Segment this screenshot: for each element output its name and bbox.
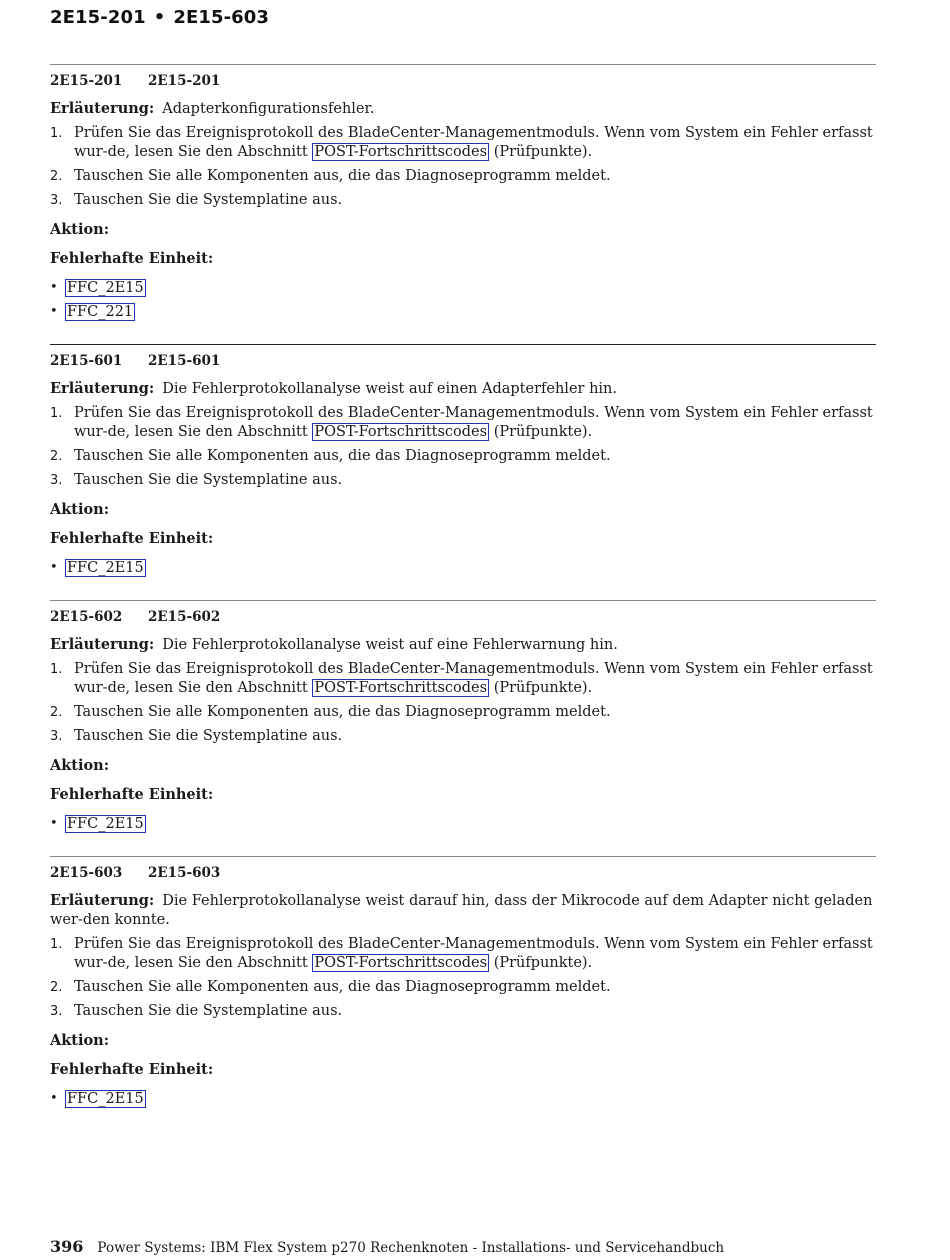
section-spacer bbox=[50, 838, 876, 856]
step-item bbox=[50, 191, 876, 210]
faulty-unit-item bbox=[50, 278, 876, 298]
explanation-label: Erläuterung: bbox=[50, 892, 155, 909]
faulty-unit-label: Fehlerhafte Einheit: bbox=[50, 786, 214, 803]
step-text-suffix: (Prüfpunkte). bbox=[489, 144, 593, 160]
faulty-unit-list bbox=[50, 278, 876, 322]
faulty-unit-label: Fehlerhafte Einheit: bbox=[50, 530, 214, 547]
step-item bbox=[50, 978, 876, 997]
step-text: Prüfen Sie das Ereignisprotokoll des BladeCenter-Managementmoduls. Wenn vom System ein Fehler erfasst wur-de, lesen Sie den Abschnitt bbox=[74, 936, 873, 971]
step-text: Tauschen Sie alle Komponenten aus, die das Diagnoseprogramm meldet. bbox=[74, 448, 611, 464]
step-item bbox=[50, 404, 876, 442]
header-bullet: • bbox=[153, 7, 166, 28]
page-footer bbox=[50, 1237, 724, 1256]
step-text: Tauschen Sie die Systemplatine aus. bbox=[74, 728, 343, 744]
error-code: 2E15-603 bbox=[50, 865, 123, 881]
step-text-suffix: (Prüfpunkte). bbox=[489, 680, 593, 696]
step-number: 1. bbox=[50, 662, 63, 677]
step-number: 2. bbox=[50, 449, 63, 464]
step-item bbox=[50, 660, 876, 698]
explanation-paragraph bbox=[50, 635, 876, 655]
step-text: Prüfen Sie das Ereignisprotokoll des BladeCenter-Managementmoduls. Wenn vom System ein Fehler erfasst wur-de, lesen Sie den Abschnitt bbox=[74, 661, 873, 696]
explanation-label: Erläuterung: bbox=[50, 636, 155, 653]
error-code-repeat: 2E15-602 bbox=[148, 609, 221, 625]
error-code-section bbox=[50, 856, 876, 1131]
action-label: Aktion: bbox=[50, 221, 110, 238]
bullet-icon: • bbox=[50, 560, 58, 575]
bullet-icon: • bbox=[50, 816, 58, 831]
explanation-paragraph bbox=[50, 379, 876, 399]
explanation-text: Die Fehlerprotokollanalyse weist auf eine Fehlerwarnung hin. bbox=[162, 637, 618, 653]
error-code-heading bbox=[50, 352, 876, 370]
action-label: Aktion: bbox=[50, 757, 110, 774]
action-label: Aktion: bbox=[50, 1032, 110, 1049]
step-text: Tauschen Sie alle Komponenten aus, die das Diagnoseprogramm meldet. bbox=[74, 979, 611, 995]
error-code-repeat: 2E15-201 bbox=[148, 73, 221, 89]
step-list bbox=[50, 660, 876, 746]
post-progress-codes-link[interactable]: POST-Fortschrittscodes bbox=[314, 680, 488, 696]
error-code-section bbox=[50, 600, 876, 856]
step-text: Prüfen Sie das Ereignisprotokoll des BladeCenter-Managementmoduls. Wenn vom System ein Fehler erfasst wur-de, lesen Sie den Abschnitt bbox=[74, 405, 873, 440]
step-item bbox=[50, 935, 876, 973]
header-right-code: 2E15-603 bbox=[173, 7, 270, 28]
explanation-text: Die Fehlerprotokollanalyse weist darauf hin, dass der Mikrocode auf dem Adapter nicht geladen wer-den konnte. bbox=[50, 893, 873, 928]
bullet-icon: • bbox=[50, 280, 58, 295]
error-code-section bbox=[50, 64, 876, 344]
post-progress-codes-link[interactable]: POST-Fortschrittscodes bbox=[314, 144, 488, 160]
step-text: Tauschen Sie alle Komponenten aus, die das Diagnoseprogramm meldet. bbox=[74, 168, 611, 184]
error-code-repeat: 2E15-603 bbox=[148, 865, 221, 881]
explanation-text: Die Fehlerprotokollanalyse weist auf einen Adapterfehler hin. bbox=[162, 381, 617, 397]
step-item bbox=[50, 727, 876, 746]
step-number: 1. bbox=[50, 937, 63, 952]
ffc-link[interactable]: FFC_2E15 bbox=[67, 280, 144, 296]
step-text-suffix: (Prüfpunkte). bbox=[489, 955, 593, 971]
header-left-code: 2E15-201 bbox=[50, 7, 146, 28]
section-spacer bbox=[50, 1113, 876, 1131]
step-number: 1. bbox=[50, 126, 63, 141]
footer-title: Power Systems: IBM Flex System p270 Rechenknoten - Installations- und Servicehandbuch bbox=[97, 1240, 725, 1256]
post-progress-codes-link[interactable]: POST-Fortschrittscodes bbox=[314, 955, 488, 971]
faulty-unit-item bbox=[50, 302, 876, 322]
error-code-repeat: 2E15-601 bbox=[148, 353, 221, 369]
post-progress-codes-link[interactable]: POST-Fortschrittscodes bbox=[314, 424, 488, 440]
step-list bbox=[50, 404, 876, 490]
faulty-unit-list bbox=[50, 558, 876, 578]
step-item bbox=[50, 703, 876, 722]
step-item bbox=[50, 447, 876, 466]
page-number: 396 bbox=[50, 1237, 84, 1256]
error-code-heading bbox=[50, 864, 876, 882]
step-item bbox=[50, 471, 876, 490]
step-number: 1. bbox=[50, 406, 63, 421]
step-text: Tauschen Sie die Systemplatine aus. bbox=[74, 192, 343, 208]
ffc-link[interactable]: FFC_221 bbox=[67, 304, 134, 320]
bullet-icon: • bbox=[50, 1091, 58, 1106]
error-code: 2E15-201 bbox=[50, 73, 123, 89]
explanation-label: Erläuterung: bbox=[50, 100, 155, 117]
step-list bbox=[50, 124, 876, 210]
faulty-unit-item bbox=[50, 814, 876, 834]
explanation-text: Adapterkonfigurationsfehler. bbox=[162, 101, 375, 117]
explanation-label: Erläuterung: bbox=[50, 380, 155, 397]
step-text: Tauschen Sie die Systemplatine aus. bbox=[74, 472, 343, 488]
step-number: 3. bbox=[50, 473, 63, 488]
document-body bbox=[50, 64, 876, 1131]
error-code-heading bbox=[50, 608, 876, 626]
faulty-unit-list bbox=[50, 814, 876, 834]
ffc-link[interactable]: FFC_2E15 bbox=[67, 560, 144, 576]
error-code: 2E15-601 bbox=[50, 353, 123, 369]
faulty-unit-label: Fehlerhafte Einheit: bbox=[50, 250, 214, 267]
explanation-paragraph bbox=[50, 891, 876, 930]
step-item bbox=[50, 167, 876, 186]
step-number: 2. bbox=[50, 169, 63, 184]
ffc-link[interactable]: FFC_2E15 bbox=[67, 1091, 144, 1107]
error-code-section bbox=[50, 344, 876, 600]
page-header bbox=[50, 7, 269, 28]
faulty-unit-list bbox=[50, 1089, 876, 1109]
step-text: Prüfen Sie das Ereignisprotokoll des BladeCenter-Managementmoduls. Wenn vom System ein Fehler erfasst wur-de, lesen Sie den Abschnitt bbox=[74, 125, 873, 160]
error-code: 2E15-602 bbox=[50, 609, 123, 625]
error-code-heading bbox=[50, 72, 876, 90]
step-item bbox=[50, 124, 876, 162]
step-number: 3. bbox=[50, 1004, 63, 1019]
step-text: Tauschen Sie alle Komponenten aus, die das Diagnoseprogramm meldet. bbox=[74, 704, 611, 720]
step-number: 2. bbox=[50, 705, 63, 720]
bullet-icon: • bbox=[50, 304, 58, 319]
ffc-link[interactable]: FFC_2E15 bbox=[67, 816, 144, 832]
explanation-paragraph bbox=[50, 99, 876, 119]
section-spacer bbox=[50, 582, 876, 600]
action-label: Aktion: bbox=[50, 501, 110, 518]
step-number: 3. bbox=[50, 729, 63, 744]
faulty-unit-label: Fehlerhafte Einheit: bbox=[50, 1061, 214, 1078]
faulty-unit-item bbox=[50, 558, 876, 578]
faulty-unit-item bbox=[50, 1089, 876, 1109]
step-list bbox=[50, 935, 876, 1021]
step-item bbox=[50, 1002, 876, 1021]
step-number: 2. bbox=[50, 980, 63, 995]
step-number: 3. bbox=[50, 193, 63, 208]
step-text-suffix: (Prüfpunkte). bbox=[489, 424, 593, 440]
section-spacer bbox=[50, 326, 876, 344]
step-text: Tauschen Sie die Systemplatine aus. bbox=[74, 1003, 343, 1019]
